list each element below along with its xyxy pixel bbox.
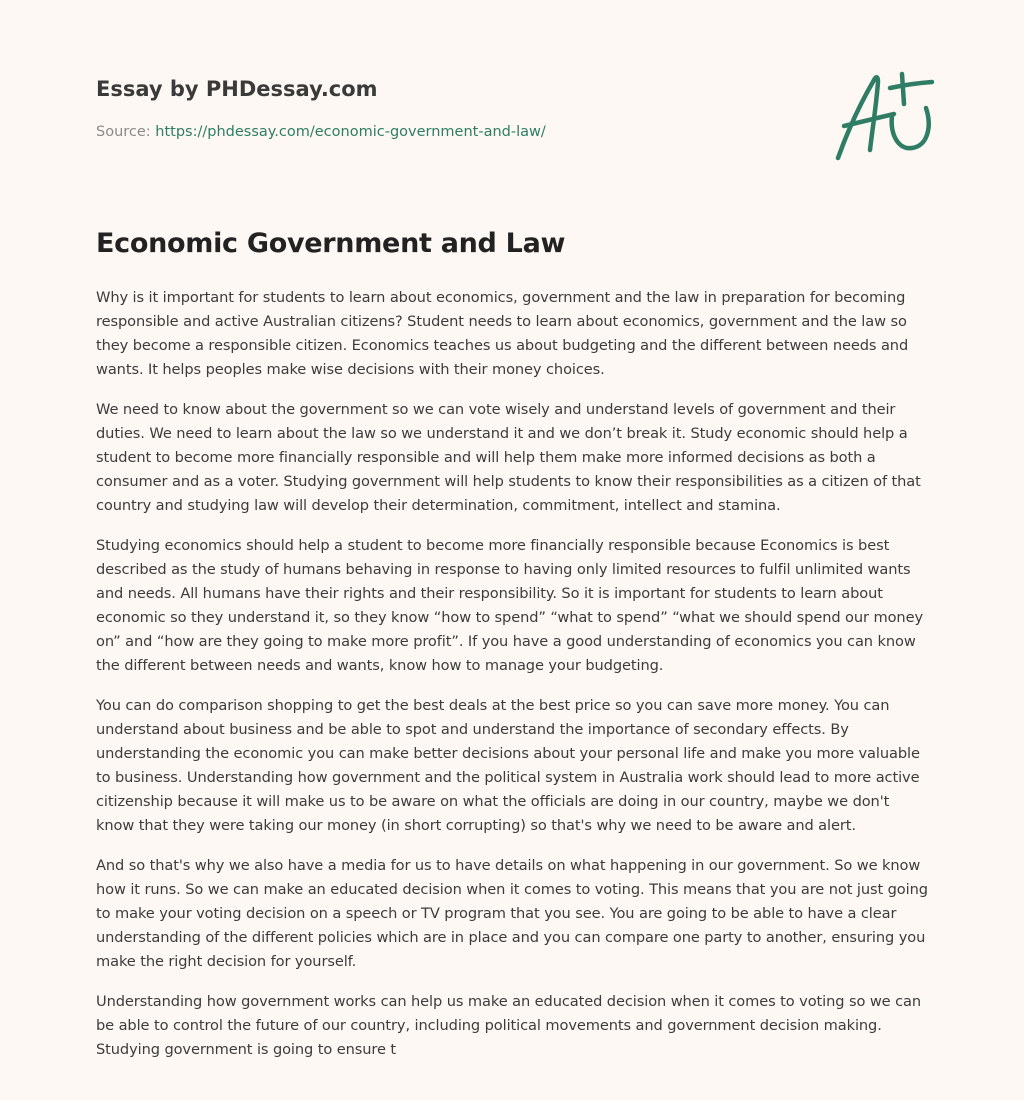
article-paragraph: Why is it important for students to learn about economics, government and the law in preparation for becoming responsible and active Australian citizens? Student needs to learn about economics, government and the law so they become a responsible citizen. Economics teaches us about budgeting and the different between needs and wants. It helps peoples make wise decisions with their money choices. [96,289,909,378]
article-paragraph: You can do comparison shopping to get the best deals at the best price so you can save more money. You can understand about business and be able to spot and understand the importance of secondary effects. By understanding the economic you can make better decisions about your personal life and make you more valuable to business. Understanding how government and the political system in Australia work should lead to more active citizenship because it will make us to be aware on what the officials are doing in our country, maybe we don't know that they were taking our money (in short corrupting) so that's why we need to be aware and alert. [96,697,920,834]
article-title: Economic Government and Law [96,228,566,259]
source-label: Source: [96,124,151,140]
article-paragraph: We need to know about the government so we can vote wisely and understand levels of government and their duties. We need to learn about the law so we understand it and we don’t break it. Study economic should help a student to become more financially responsible and will help them make more informed decisions as both a consumer and as a voter. Studying government will help students to know their responsibilities as a citizen of that country and studying law will develop their determination, commitment, intellect and stamina. [96,401,921,514]
page-header [96,74,936,174]
source-line [96,122,936,142]
article-paragraph: Studying economics should help a student to become more financially responsible because Economics is best described as the study of humans behaving in response to having only limited resources to fulfil unlimited wants and needs. All humans have their rights and their responsibility. So it is important for students to learn about economic so they understand it, so they know “how to spend” “what to spend” “what we should spend our money on” and “how are they going to make more profit”. If you have a good understanding of economics you can know the different between needs and wants, know how to manage your budgeting. [96,537,923,674]
article-body [96,286,928,1078]
article-paragraph: And so that's why we also have a media for us to have details on what happening in our government. So we know how it runs. So we can make an educated decision when it comes to voting. This means that you are not just going to make your voting decision on a speech or TV program that you see. You are going to be able to have a clear understanding of the different policies which are in place and you can compare one party to another, ensuring you make the right decision for yourself. [96,857,928,970]
a-plus-logo-icon [832,68,936,164]
article-paragraph: Understanding how government works can help us make an educated decision when it comes to voting so we can be able to control the future of our country, including political movements and government decision making. Studying government is going to ensure t [96,993,921,1058]
source-link[interactable]: https://phdessay.com/economic-government-and-law/ [155,124,546,140]
brand-title: Essay by PHDessay.com [96,77,378,101]
